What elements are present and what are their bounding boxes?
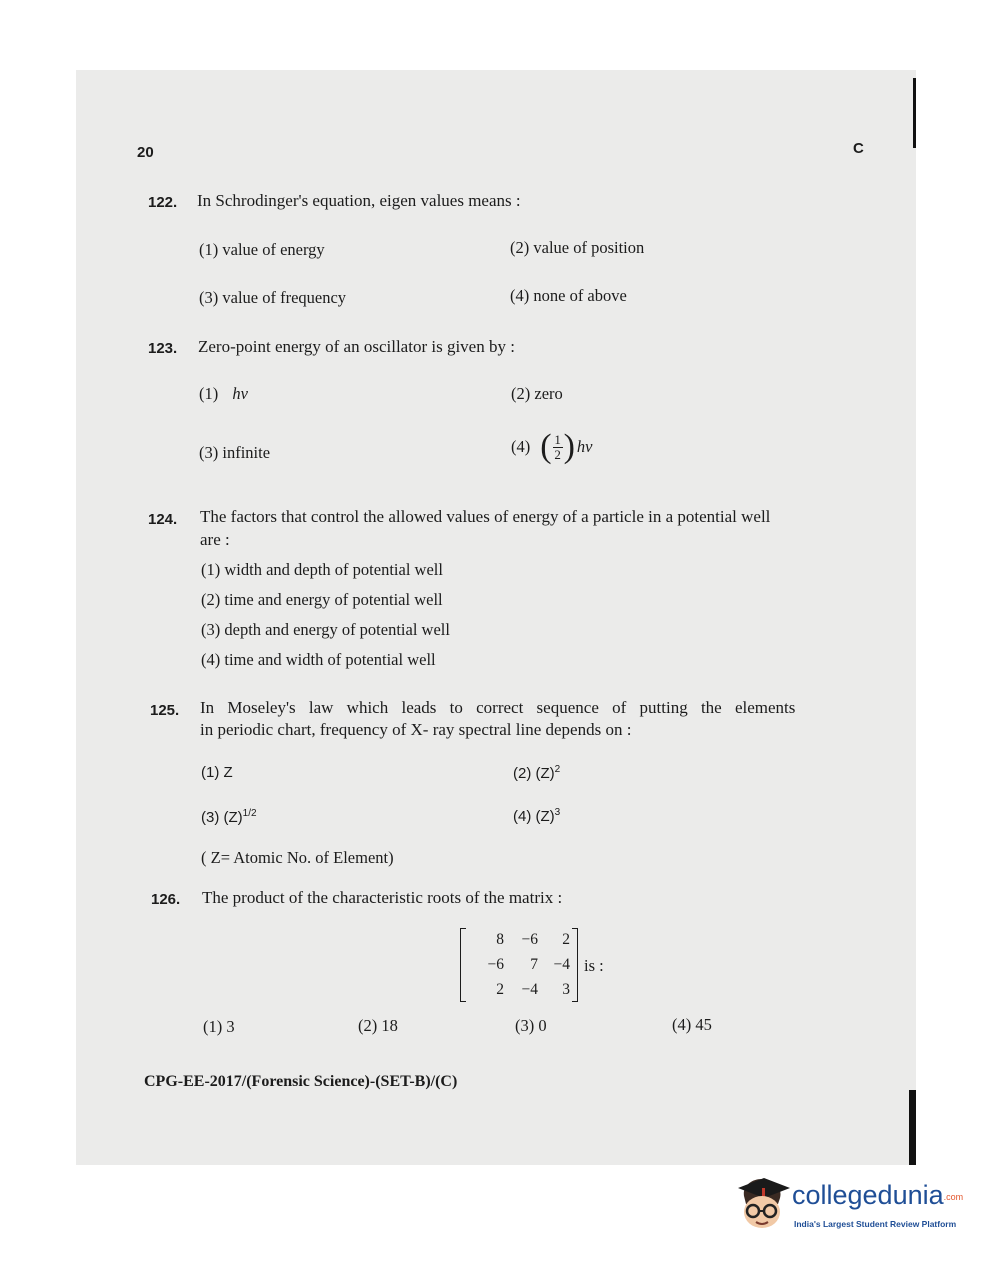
question-text: In Schrodinger's equation, eigen values means : [197, 191, 521, 210]
option-label: (3) (Z) [201, 809, 243, 826]
option-3: (3) infinite [199, 443, 271, 462]
option-3: (3) depth and energy of potential well [201, 620, 450, 639]
option-value: hv [576, 437, 593, 456]
option-label: (2) (Z) [513, 765, 555, 782]
scan-edge-mark-top [913, 78, 916, 148]
matrix-cell: −6 [521, 931, 538, 948]
question-number: 123. [148, 340, 178, 357]
matrix-cell: −6 [487, 956, 504, 973]
option-2: (2) 18 [358, 1016, 398, 1035]
question-number: 124. [148, 511, 178, 528]
matrix-cell: −4 [553, 956, 570, 973]
matrix-cell: 3 [562, 981, 570, 998]
exam-code-footer: CPG-EE-2017/(Forensic Science)-(SET-B)/(C) [144, 1073, 458, 1090]
option-4: (4) time and width of potential well [201, 650, 436, 669]
question-number: 125. [150, 702, 180, 719]
exponent: 2 [554, 764, 561, 775]
option-label: (1) [199, 384, 219, 403]
question-number: 122. [148, 194, 178, 211]
option-2: (2) time and energy of potential well [201, 590, 443, 609]
left-paren: ( [540, 428, 552, 465]
mascot-icon [734, 1174, 792, 1234]
matrix-cell: 8 [496, 931, 504, 948]
brand-accent: .com [943, 1191, 964, 1202]
option-2: (2) zero [511, 384, 563, 403]
question-number: 126. [151, 891, 181, 908]
option-1: (1) 3 [203, 1017, 235, 1036]
question-text-line-1: In Moseley's law which leads to correct sequence of putting the elements [200, 698, 796, 717]
option-value: hv [232, 384, 248, 403]
fraction-denominator: 2 [554, 446, 561, 462]
right-paren: ) [563, 428, 575, 465]
fraction [540, 430, 575, 464]
matrix-right-bracket [572, 928, 578, 1002]
brand-name [792, 1180, 963, 1211]
matrix-cell: 7 [530, 956, 538, 973]
exponent: 3 [554, 807, 561, 818]
option-2: (2) value of position [510, 238, 645, 257]
question-text: Zero-point energy of an oscillator is given by : [198, 337, 515, 356]
option-4: (4) none of above [510, 286, 627, 305]
option-1 [199, 384, 248, 404]
option-label: (4) (Z) [513, 808, 555, 825]
scan-edge-mark-bottom [909, 1090, 916, 1165]
question-text-line-2: are : [200, 530, 230, 549]
set-code: C [853, 140, 864, 157]
option-3 [201, 808, 257, 826]
brand-tagline: India's Largest Student Review Platform [794, 1219, 957, 1229]
collegedunia-logo [734, 1172, 964, 1242]
matrix-cell: −4 [521, 981, 538, 998]
brand-text: collegedunia [792, 1180, 944, 1210]
matrix [460, 928, 578, 1002]
matrix-left-bracket [460, 928, 466, 1002]
page-number: 20 [137, 144, 154, 161]
option-label: (4) [511, 437, 531, 456]
matrix-suffix: is : [584, 956, 604, 975]
option-1: (1) width and depth of potential well [201, 560, 443, 579]
matrix-cell: 2 [562, 931, 570, 948]
option-3: (3) value of frequency [199, 288, 347, 307]
option-4 [513, 807, 560, 825]
question-text-line-2: in periodic chart, frequency of X- ray spectral line depends on : [200, 720, 632, 739]
question-note: ( Z= Atomic No. of Element) [201, 848, 394, 867]
option-1: (1) Z [201, 764, 233, 781]
option-1: (1) value of energy [199, 240, 325, 259]
option-4: (4) 45 [672, 1015, 712, 1034]
exponent: 1/2 [242, 808, 257, 819]
question-text: The product of the characteristic roots of the matrix : [202, 888, 563, 907]
matrix-cell: 2 [496, 981, 504, 998]
option-2 [513, 764, 560, 782]
question-text-line-1: The factors that control the allowed values of energy of a particle in a potential well [200, 507, 771, 526]
option-3: (3) 0 [515, 1016, 547, 1035]
option-4 [511, 430, 592, 464]
fraction-numerator: 1 [554, 431, 561, 447]
